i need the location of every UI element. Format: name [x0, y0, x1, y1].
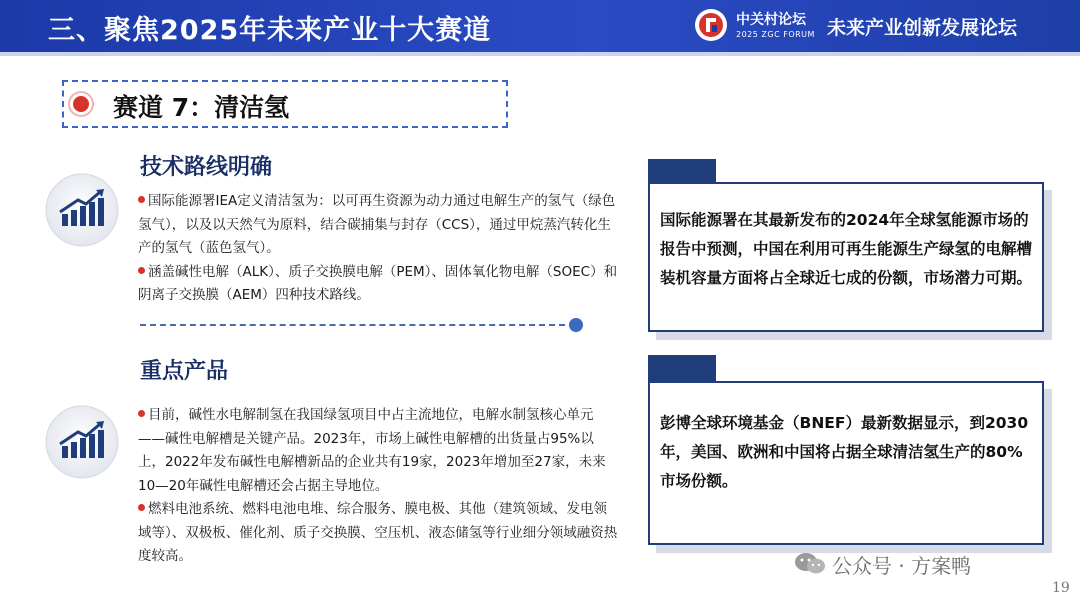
- wechat-icon: [793, 551, 827, 575]
- forum-title: 未来产业创新发展论坛: [827, 17, 1018, 39]
- page-title: 三、聚焦2025年未来产业十大赛道: [48, 15, 492, 46]
- growth-chart-icon: [44, 172, 120, 248]
- callout-text: 国际能源署在其最新发布的2024年全球氢能源市场的报告中预测，中国在利用可再生能源生产绿氢的电解槽装机容量方面将占全球近七成的份额，市场潜力可期。: [660, 211, 1033, 287]
- brand-watermark: 公众号 · 方案鸭: [832, 554, 972, 578]
- growth-chart-icon: [44, 404, 120, 480]
- list-item: 国际能源署IEA定义清洁氢为：以可再生资源为动力通过电解生产的氢气（绿色氢气），以及以天然气为原料，结合碳捕集与封存（CCS），通过甲烷蒸汽转化生产的氢气（蓝色氢气）。: [138, 193, 616, 256]
- callout-box-iea: [648, 182, 1044, 332]
- callout-box-bnef: [648, 381, 1044, 545]
- list-item: 涵盖碱性电解（ALK）、质子交换膜电解（PEM）、固体氧化物电解（SOEC）和阴离子交换膜（AEM）四种技术路线。: [138, 263, 618, 303]
- bullet-dot-icon: [138, 196, 145, 203]
- section-title-tech-route: 技术路线明确: [140, 155, 273, 180]
- page-number: 19: [1052, 580, 1070, 596]
- divider-end-dot: [569, 318, 583, 332]
- list-item: 燃料电池系统、燃料电池电堆、综合服务、膜电极、其他（建筑领域、发电领域等）、双极板、催化剂、质子交换膜、空压机、液态储氢等行业细分领域融资热度较高。: [138, 501, 618, 564]
- forum-english-name: 2025 ZGC FORUM: [736, 30, 815, 39]
- bullet-dot-icon: [138, 267, 145, 274]
- section-title-key-products: 重点产品: [140, 359, 229, 384]
- tech-route-bullets: [138, 190, 618, 308]
- zgc-forum-logo-icon: [694, 8, 728, 42]
- callout-text: 彭博全球环境基金（BNEF）最新数据显示，到2030年，美国、欧洲和中国将占据全球清洁氢生产的80%市场份额。: [660, 414, 1029, 490]
- list-item: 目前，碱性水电解制氢在我国绿氢项目中占主流地位，电解水制氢核心单元——碱性电解槽是关键产品。2023年，市场上碱性电解槽的出货量占95%以上，2022年发布碱性电解槽新品的企业共有19家，2023年增加至27家，未来10—20年碱性电解槽还会占据主导地位。: [138, 407, 606, 494]
- header-underline: [0, 52, 1080, 56]
- red-target-dot-icon: [73, 96, 89, 112]
- bullet-dot-icon: [138, 410, 145, 417]
- track-title: 赛道 7：清洁氢: [113, 93, 290, 122]
- key-products-bullets: [138, 404, 618, 569]
- section-divider: [140, 324, 575, 326]
- header-bar: [0, 0, 1080, 52]
- forum-name: 中关村论坛: [736, 12, 806, 28]
- bullet-dot-icon: [138, 504, 145, 511]
